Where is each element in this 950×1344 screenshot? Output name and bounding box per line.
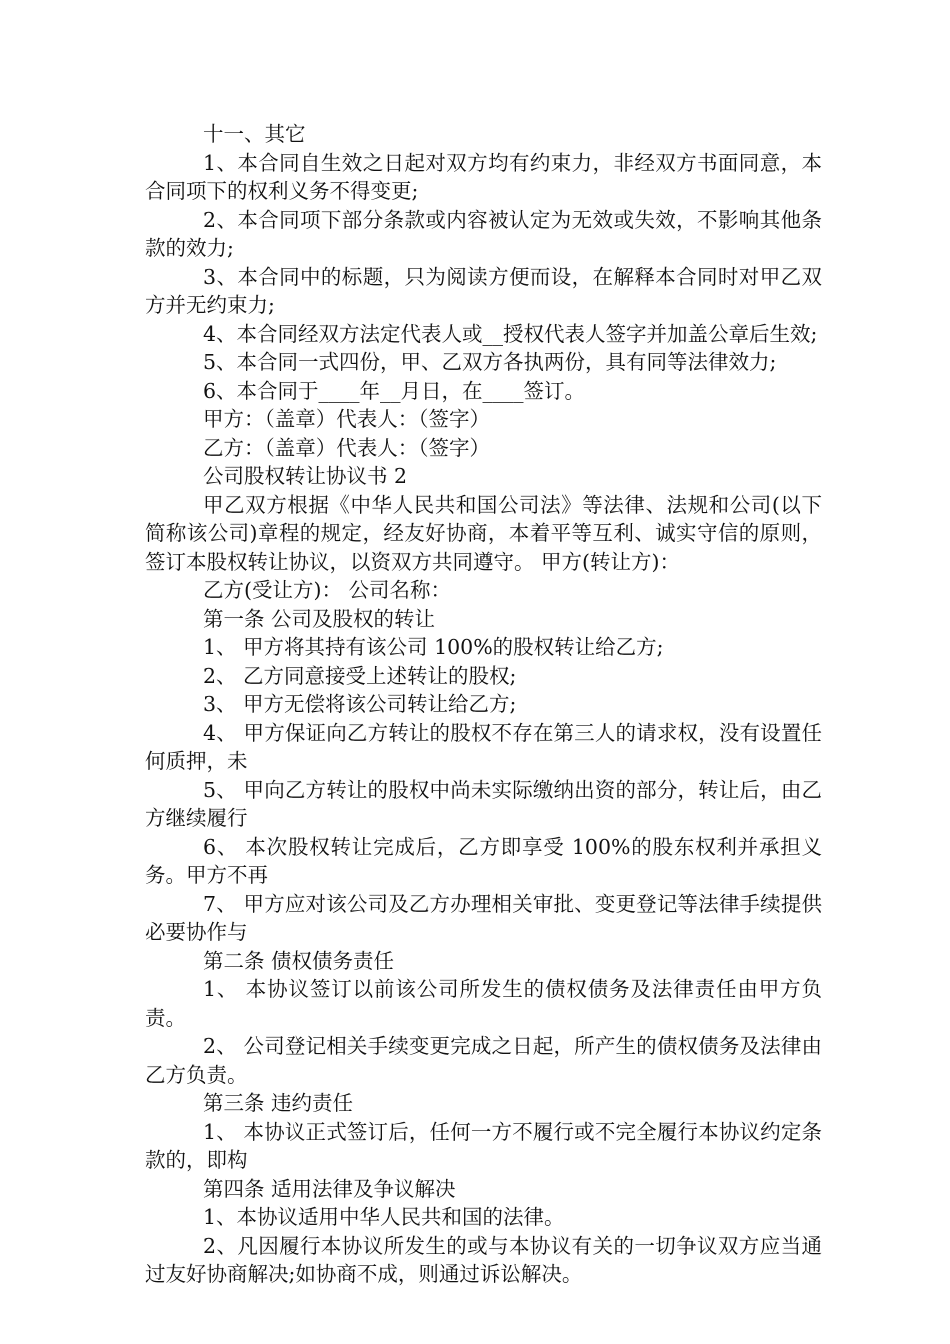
preamble-paragraph: 甲乙双方根据《中华人民共和国公司法》等法律、法规和公司(以下简称该公司)章程的规定，经友好协商，本着平等互利、诚实守信的原则，签订本股权转让协议，以资双方共同遵守。 甲方(转让方)： — [145, 492, 822, 574]
clause-paragraph: 7、 甲方应对该公司及乙方办理相关审批、变更登记等法律手续提供必要协作与 — [145, 891, 822, 944]
clause-paragraph: 2、 公司登记相关手续变更完成之日起，所产生的债权债务及法律由乙方负责。 — [145, 1034, 822, 1087]
article-heading: 第一条 公司及股权的转让 — [203, 606, 436, 631]
clause-paragraph: 2、 乙方同意接受上述转让的股权; — [203, 663, 517, 688]
article-heading: 第二条 债权债务责任 — [203, 948, 395, 973]
document-body — [145, 120, 822, 1289]
clause-paragraph: 4、本合同经双方法定代表人或__授权代表人签字并加盖公章后生效; — [203, 321, 818, 346]
clause-paragraph: 5、 甲向乙方转让的股权中尚未实际缴纳出资的部分，转让后，由乙方继续履行 — [145, 777, 822, 830]
clause-paragraph: 3、 甲方无偿将该公司转让给乙方; — [203, 692, 517, 716]
clause-paragraph: 1、 本协议签订以前该公司所发生的债权债务及法律责任由甲方负责。 — [145, 977, 822, 1030]
clause-paragraph: 5、本合同一式四份，甲、乙双方各执两份，具有同等法律效力; — [203, 350, 777, 374]
clause-paragraph: 6、本合同于____年__月日，在____签订。 — [203, 378, 586, 403]
clause-paragraph: 2、凡因履行本协议所发生的或与本协议有关的一切争议双方应当通过友好协商解决;如协商不成，则通过诉讼解决。 — [145, 1233, 822, 1286]
clause-paragraph: 6、 本次股权转让完成后，乙方即享受 100%的股东权利并承担义务。甲方不再 — [145, 834, 822, 887]
party-a-signature-line: 甲方：（盖章）代表人：（签字） — [203, 407, 490, 431]
clause-paragraph: 1、 本协议正式签订后，任何一方不履行或不完全履行本协议约定条款的，即构 — [145, 1119, 822, 1172]
article-heading: 第三条 违约责任 — [203, 1091, 354, 1115]
party-b-signature-line: 乙方：（盖章）代表人：（签字） — [203, 435, 490, 460]
party-info-line: 乙方(受让方)： 公司名称： — [203, 578, 452, 602]
clause-paragraph: 1、 甲方将其持有该公司 100%的股权转让给乙方; — [203, 635, 664, 659]
clause-paragraph: 3、本合同中的标题，只为阅读方便而设，在解释本合同时对甲乙双方并无约束力; — [145, 264, 822, 317]
article-heading: 第四条 适用法律及争议解决 — [203, 1176, 456, 1201]
clause-paragraph: 4、 甲方保证向乙方转让的股权不存在第三人的请求权，没有设置任何质押，未 — [145, 720, 822, 773]
clause-paragraph: 2、本合同项下部分条款或内容被认定为无效或失效，不影响其他条款的效力; — [145, 207, 822, 260]
section-heading-other: 十一、其它 — [203, 122, 306, 146]
agreement-title: 公司股权转让协议书 2 — [203, 464, 408, 488]
clause-paragraph: 1、本合同自生效之日起对双方均有约束力，非经双方书面同意，本合同项下的权利义务不得变更; — [145, 150, 822, 203]
clause-paragraph: 1、本协议适用中华人民共和国的法律。 — [203, 1205, 565, 1229]
